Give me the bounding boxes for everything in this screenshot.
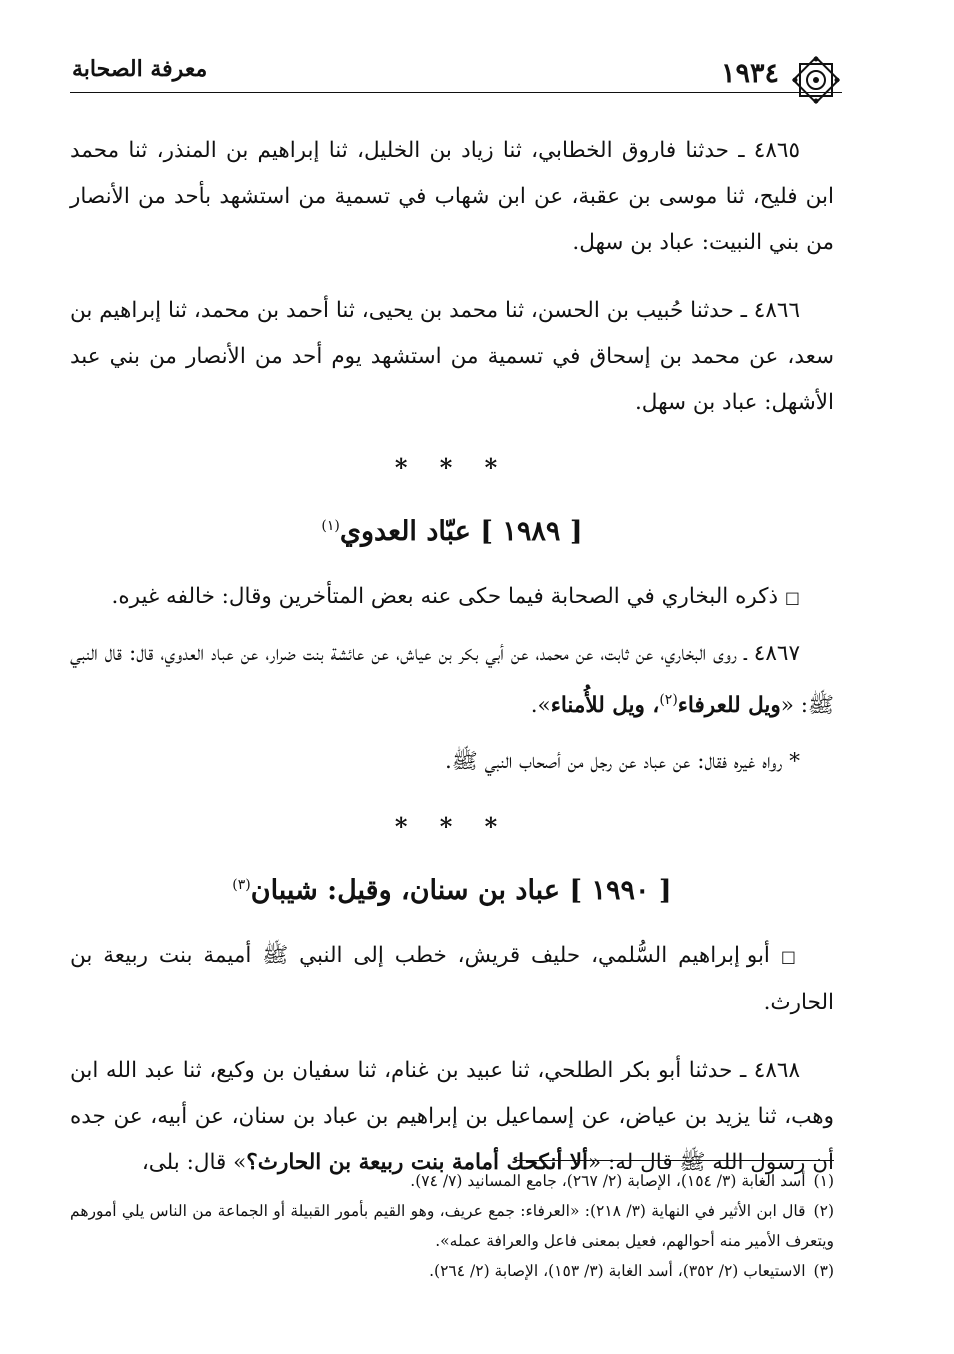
paragraph-4866: ٤٨٦٦ ـ حدثنا حُبيب بن الحسن، ثنا محمد بن يحيى، ثنا أحمد بن محمد، ثنا إبراهيم بن سعد، عن محمد بن إسحاق في تسمية من استشهد يوم أحد من الأنصار من بني عبد الأشهل: عباد بن سهل. [70,298,834,415]
page-number: ١٩٣٤ [720,58,779,89]
hadith-text: ألا أنكحك أمامة بنت ربيعة بن الحارث؟ [246,1150,589,1176]
footnote-ref: (٢) [659,692,678,708]
asterisk-marker-icon: * [789,749,800,775]
hadith-chain: ٤٨٦٨ ـ حدثنا أبو بكر الطلحي، ثنا عبيد بن غنام، ثنا سفيان بن وكيع، ثنا عبد الله ابن وهب، ثنا يزيد بن عياض، عن إسماعيل بن إبراهيم بن عباد بن سنان، عن أبيه، عن جده أن رسول الله ﷺ قال له: « [70,1058,834,1176]
entry-note [70,739,834,785]
footnote-number: (١) [813,1172,834,1190]
entry-intro-text: أبو إبراهيم السُّلمي، حليف قريش، خطب إلى النبي ﷺ أميمة بنت ربيعة بن الحارث. [70,943,834,1016]
footnote-ref: (١) [321,518,340,534]
footnote-ref: (٣) [232,877,251,894]
hadith-text: ويل للعرفاء [677,693,781,719]
entry-title-text: [ ١٩٨٩ ] عبّاد العدوي [339,516,583,547]
section-separator: * * * [394,453,510,482]
footnote-text: قال ابن الأثير في النهاية (٣/ ٢١٨): «العرفاء: جمع عريف، وهو القيم بأمور القبيلة أو الجماعة من الناس يلي أمورهم ويتعرف الأمير منه أحوالهم، فعيل بمعنى فاعل والعرافة عمله». [70,1202,834,1250]
entry-title-text: [ ١٩٩٠ ] عباد بن سنان، وقيل: شيبان [250,875,672,907]
section-separator: * * * [394,812,510,842]
paragraph-4865: ٤٨٦٥ ـ حدثنا فاروق الخطابي، ثنا زياد بن الخليل، ثنا إبراهيم بن المنذر، ثنا محمد ابن فليح، ثنا موسى بن عقبة، عن ابن شهاب في تسمية من استشهد بأحد من الأنصار من بني النبيت: عباد بن سهل. [70,138,834,255]
hadith-chain: ٤٨٦٧ ـ روى البخاري، عن ثابت، عن محمد، عن أبي بكر بن عياش، عن عائشة بنت ضرار، عن عباد العدوي، قال: قال النبي ﷺ: « [70,641,834,719]
hadith-text: ، ويل للأُمناء [550,693,660,719]
footnote-item [70,1256,834,1286]
entry-title-1989 [70,502,834,556]
footnote-number: (٢) [813,1202,834,1220]
footnote-item [70,1196,834,1256]
paragraph-4867 [70,631,834,729]
page-body [70,128,834,1208]
header-rule [70,92,842,93]
footnote-number: (٣) [813,1262,834,1280]
entry-title-1990 [70,861,834,915]
running-title: معرفة الصحابة [72,56,208,82]
square-marker-icon: □ [780,947,800,967]
footnote-item [70,1166,834,1196]
entry-intro-text: ذكره البخاري في الصحابة فيما حكى عنه بعض المتأخرين وقال: خالفه غيره. [111,584,779,609]
footnote-text: أسد الغابة (٣/ ١٥٤)، الإصابة (٢/ ٢٦٧)، جامع المسانيد (٧/ ٧٤). [410,1172,806,1190]
footnotes [70,1166,834,1286]
entry-note-text: رواه غيره فقال: عن عباد عن رجل من أصحاب النبي ﷺ. [444,749,783,775]
entry-intro [70,933,834,1026]
octagram-ornament-icon [790,54,842,106]
entry-intro [70,574,834,621]
hadith-end: » قال: بلى، [141,1150,247,1176]
hadith-end: ». [530,693,551,719]
footnote-rule [516,1160,834,1161]
footnote-text: الاستيعاب (٢/ ٣٥٢)، أسد الغابة (٣/ ١٥٣)، الإصابة (٢/ ٢٦٤). [429,1262,806,1280]
square-marker-icon: □ [784,588,800,607]
